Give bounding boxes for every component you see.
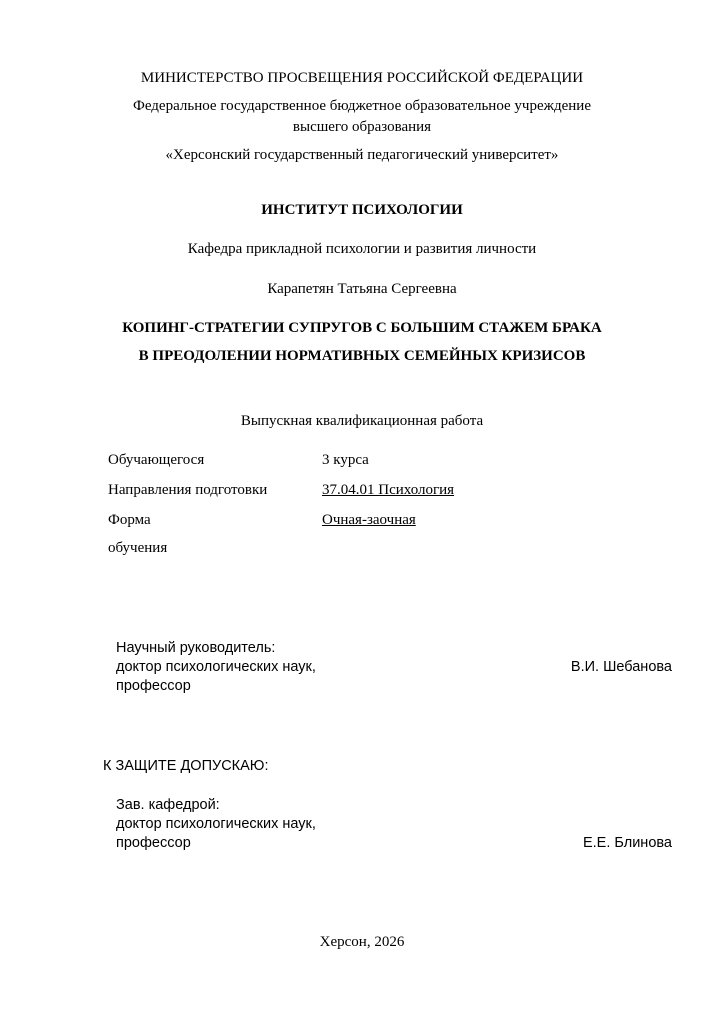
university-name: «Херсонский государственный педагогический университет» bbox=[165, 147, 559, 163]
form-label-line-1: Форма bbox=[108, 512, 151, 528]
head-of-department-degree: доктор психологических наук, bbox=[116, 816, 316, 832]
work-type: Выпускная квалификационная работа bbox=[240, 413, 484, 429]
head-of-department-title: профессор bbox=[116, 835, 191, 851]
direction-value: 37.04.01 Психология bbox=[322, 482, 455, 498]
ministry-name: МИНИСТЕРСТВО ПРОСВЕЩЕНИЯ РОССИЙСКОЙ ФЕДЕРАЦИИ bbox=[140, 70, 584, 86]
supervisor-degree: доктор психологических наук, bbox=[116, 659, 316, 675]
institution-line-2: высшего образования bbox=[292, 119, 432, 135]
head-of-department-name: Е.Е. Блинова bbox=[582, 835, 672, 851]
form-value: Очная-заочная bbox=[322, 512, 416, 528]
direction-label: Направления подготовки bbox=[108, 482, 268, 498]
form-label-line-2: обучения bbox=[108, 540, 168, 556]
institution-line-1: Федеральное государственное бюджетное образовательное учреждение bbox=[132, 98, 591, 114]
admission-heading: К ЗАЩИТЕ ДОПУСКАЮ: bbox=[103, 758, 269, 774]
head-of-department-role: Зав. кафедрой: bbox=[116, 797, 220, 813]
course-value: 3 курса bbox=[322, 452, 369, 468]
thesis-title-line-1: КОПИНГ-СТРАТЕГИИ СУПРУГОВ С БОЛЬШИМ СТАЖЕМ БРАКА bbox=[122, 320, 602, 336]
supervisor-name: В.И. Шебанова bbox=[570, 659, 672, 675]
thesis-title-line-2: В ПРЕОДОЛЕНИИ НОРМАТИВНЫХ СЕМЕЙНЫХ КРИЗИСОВ bbox=[138, 348, 586, 364]
author-name: Карапетян Татьяна Сергеевна bbox=[267, 281, 457, 297]
supervisor-title: профессор bbox=[116, 678, 191, 694]
institute-name: ИНСТИТУТ ПСИХОЛОГИИ bbox=[261, 202, 463, 218]
supervisor-role: Научный руководитель: bbox=[116, 640, 276, 656]
city-year: Херсон, 2026 bbox=[319, 934, 405, 950]
course-label: Обучающегося bbox=[108, 452, 205, 468]
department-name: Кафедра прикладной психологии и развития личности bbox=[187, 241, 537, 257]
